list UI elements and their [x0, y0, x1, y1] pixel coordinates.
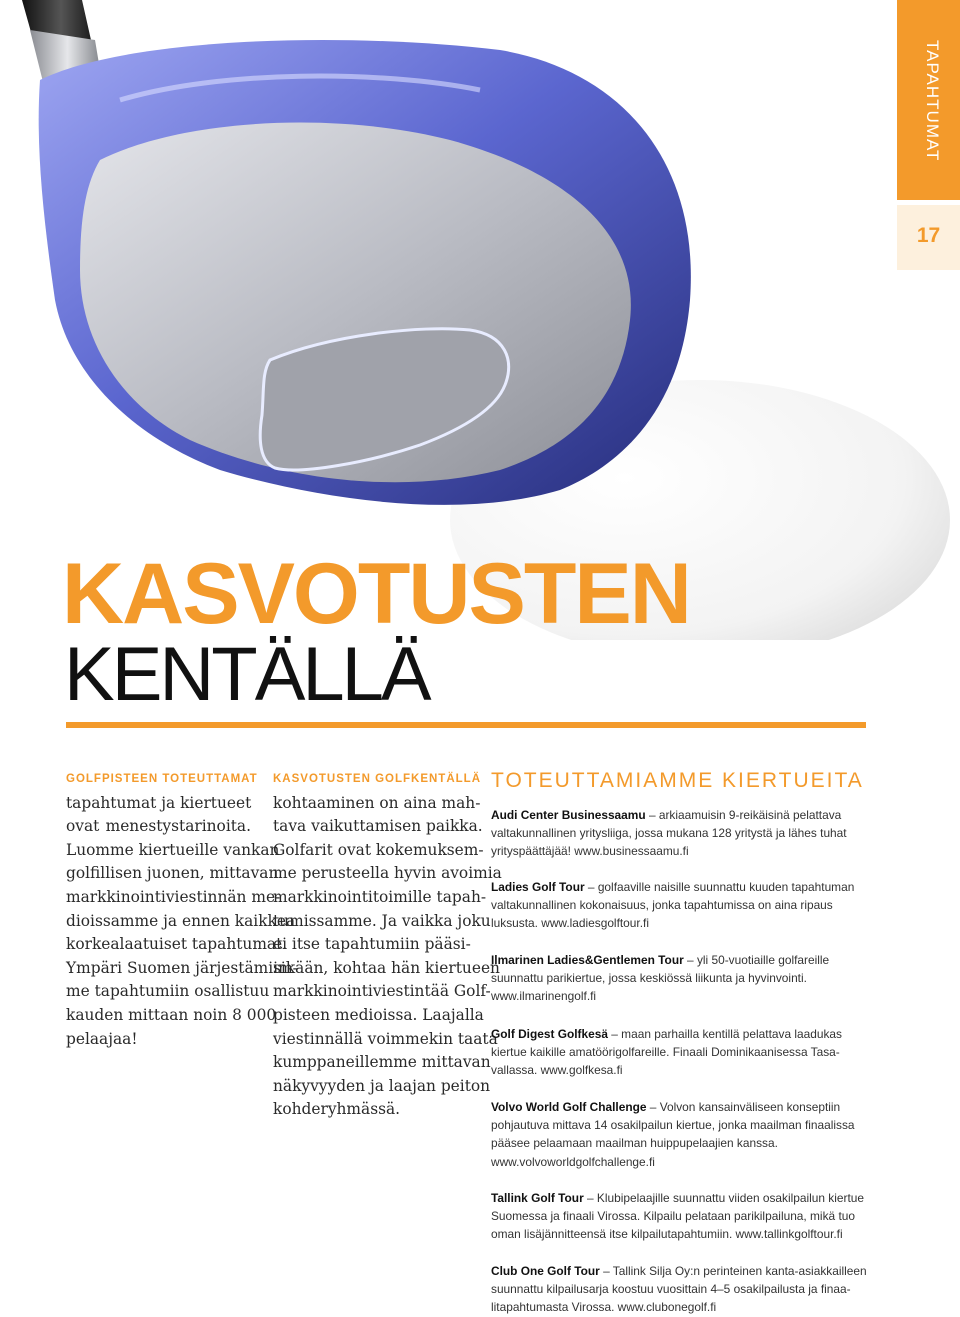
tour-entry — [491, 878, 871, 933]
body-line: Golfarit ovat kokemuksem- — [273, 840, 484, 859]
body-line: me perusteella hyvin avoimia — [273, 864, 502, 883]
tour-desc: www.ilmarinengolf.fi — [491, 989, 597, 1004]
divider-rule — [66, 722, 866, 728]
tour-name: Audi Center Businessaamu — [491, 808, 646, 822]
tour-entry — [491, 951, 871, 1006]
tour-entry — [491, 1098, 871, 1171]
tour-desc: – Tallink Silja Oy:n perinteinen kanta-asiakkailleen — [603, 1264, 867, 1278]
tour-desc: suunnattu parikiertue, jossa keskiössä liikunta ja hyvinvointi. — [491, 971, 807, 986]
tour-desc: pääsee pelaamaan maailman huippupelaajien kanssa. — [491, 1136, 778, 1151]
tour-entry — [491, 1189, 871, 1244]
tour-desc: suunnattu kilpailusarja koostuu vuosittain 4–5 osakilpailusta ja finaa- — [491, 1282, 851, 1297]
body-line: tava vaikuttamisen paikka. — [273, 817, 483, 836]
body-line: sikään, kohtaa hän kiertueen — [273, 958, 500, 977]
body-line: tumissamme. Ja vaikka joku — [273, 911, 491, 930]
golf-club-photo — [0, 0, 960, 640]
intro-column-1 — [66, 768, 298, 1051]
page-number: 17 — [916, 224, 941, 247]
body-line: ei itse tapahtumiin pääsi- — [273, 935, 471, 954]
body-line: korkealaatuiset tapahtumat. — [66, 935, 288, 954]
column-heading: GOLFPISTEEN TOTEUTTAMAT — [66, 773, 258, 785]
tour-desc: – arkiaamuisin 9-reikäisinä pelattava — [648, 808, 842, 822]
tours-title: TOTEUTTAMIAMME KIERTUEITA — [491, 769, 864, 792]
tour-desc: luksusta. www.ladiesgolftour.fi — [491, 916, 649, 931]
tour-desc: – maan parhailla kentillä pelattava laadukas — [611, 1027, 842, 1041]
body-line: kohtaaminen on aina mah- — [273, 793, 481, 812]
tour-desc: – Volvon kansainväliseen konseptiin — [649, 1100, 841, 1114]
tour-desc: – Klubipelaajille suunnattu viiden osakilpailun kiertue — [587, 1191, 864, 1205]
body-line: kohderyhmässä. — [273, 1100, 401, 1119]
tour-desc: www.volvoworldgolfchallenge.fi — [491, 1154, 655, 1169]
tour-name: Club One Golf Tour — [491, 1264, 600, 1278]
tour-desc: valtakunnallinen yritysliiga, jossa mukana 128 yritystä ja lähes tuhat — [491, 826, 847, 841]
tour-entry — [491, 806, 871, 861]
body-line: me tapahtumiin osallistuu — [66, 982, 270, 1001]
intro-column-2 — [273, 768, 502, 1122]
body-line: golfillisen juonen, mittavan — [66, 864, 279, 883]
tour-desc: pohjautuva mittava 14 osakilpailun kiertue, jonka maailman finaalissa — [491, 1118, 855, 1133]
tour-desc: – golfaaville naisille suunnattu kuuden tapahtuman — [587, 880, 855, 894]
tour-desc: – yli 50-vuotiaille golfareille — [687, 953, 830, 967]
body-line: Luomme kiertueille vankan — [66, 840, 280, 859]
headline-line-2: KENTÄLLÄ — [64, 632, 429, 717]
tour-name: Golf Digest Golfkesä — [491, 1027, 608, 1041]
tour-name: Ladies Golf Tour — [491, 880, 585, 894]
tour-entry — [491, 1025, 871, 1080]
body-line: tapahtumat ja kiertueet — [66, 793, 252, 812]
body-line: markkinointiviestinnän me- — [66, 887, 281, 906]
tour-name: Ilmarinen Ladies&Gentlemen Tour — [491, 953, 684, 967]
body-line: markkinointiviestintää Golf- — [273, 982, 491, 1001]
headline-line-1: KASVOTUSTEN — [62, 546, 690, 642]
body-line: markkinointitoimille tapah- — [273, 887, 487, 906]
body-line: kumppaneillemme mittavan — [273, 1053, 491, 1072]
body-line: pisteen medioissa. Laajalla — [273, 1005, 484, 1024]
tour-desc: yrityspäättäjää! www.businessaamu.fi — [491, 844, 689, 859]
tour-name: Volvo World Golf Challenge — [491, 1100, 647, 1114]
tour-desc: oman lisäjännitteensä itse kilpailutapahtumiin. www.tallinkgolftour.fi — [491, 1227, 843, 1242]
body-line: kauden mittaan noin 8 000 — [66, 1005, 277, 1024]
body-line: Ympäri Suomen järjestämiim- — [66, 958, 298, 977]
section-tab-label: TAPAHTUMAT — [923, 40, 942, 162]
tour-desc: vallassa. www.golfkesa.fi — [491, 1063, 623, 1078]
body-line: viestinnällä voimmekin taata — [273, 1029, 498, 1048]
body-line: dioissamme ja ennen kaikkea — [66, 911, 296, 930]
tour-name: Tallink Golf Tour — [491, 1191, 584, 1205]
tour-desc: valtakunnallinen kokonaisuus, jonka tapahtumissa on aina ripaus — [491, 898, 833, 913]
body-line: pelaajaa! — [66, 1029, 138, 1048]
tour-desc: kiertue kaikille amatöörigolfareille. Finaali Dominikaanisessa Tasa- — [491, 1045, 840, 1060]
tour-entry — [491, 1262, 871, 1317]
tour-desc: Suomessa ja finaali Virossa. Kilpailu pelataan parikilpailuna, mikä tuo — [491, 1209, 855, 1224]
body-line: näkyvyyden ja laajan peiton — [273, 1076, 491, 1095]
body-line: ovat menestystarinoita. — [66, 817, 251, 836]
tour-desc: litapahtumasta Virossa. www.clubonegolf.fi — [491, 1300, 717, 1315]
column-heading: KASVOTUSTEN GOLFKENTÄLLÄ — [273, 773, 481, 785]
